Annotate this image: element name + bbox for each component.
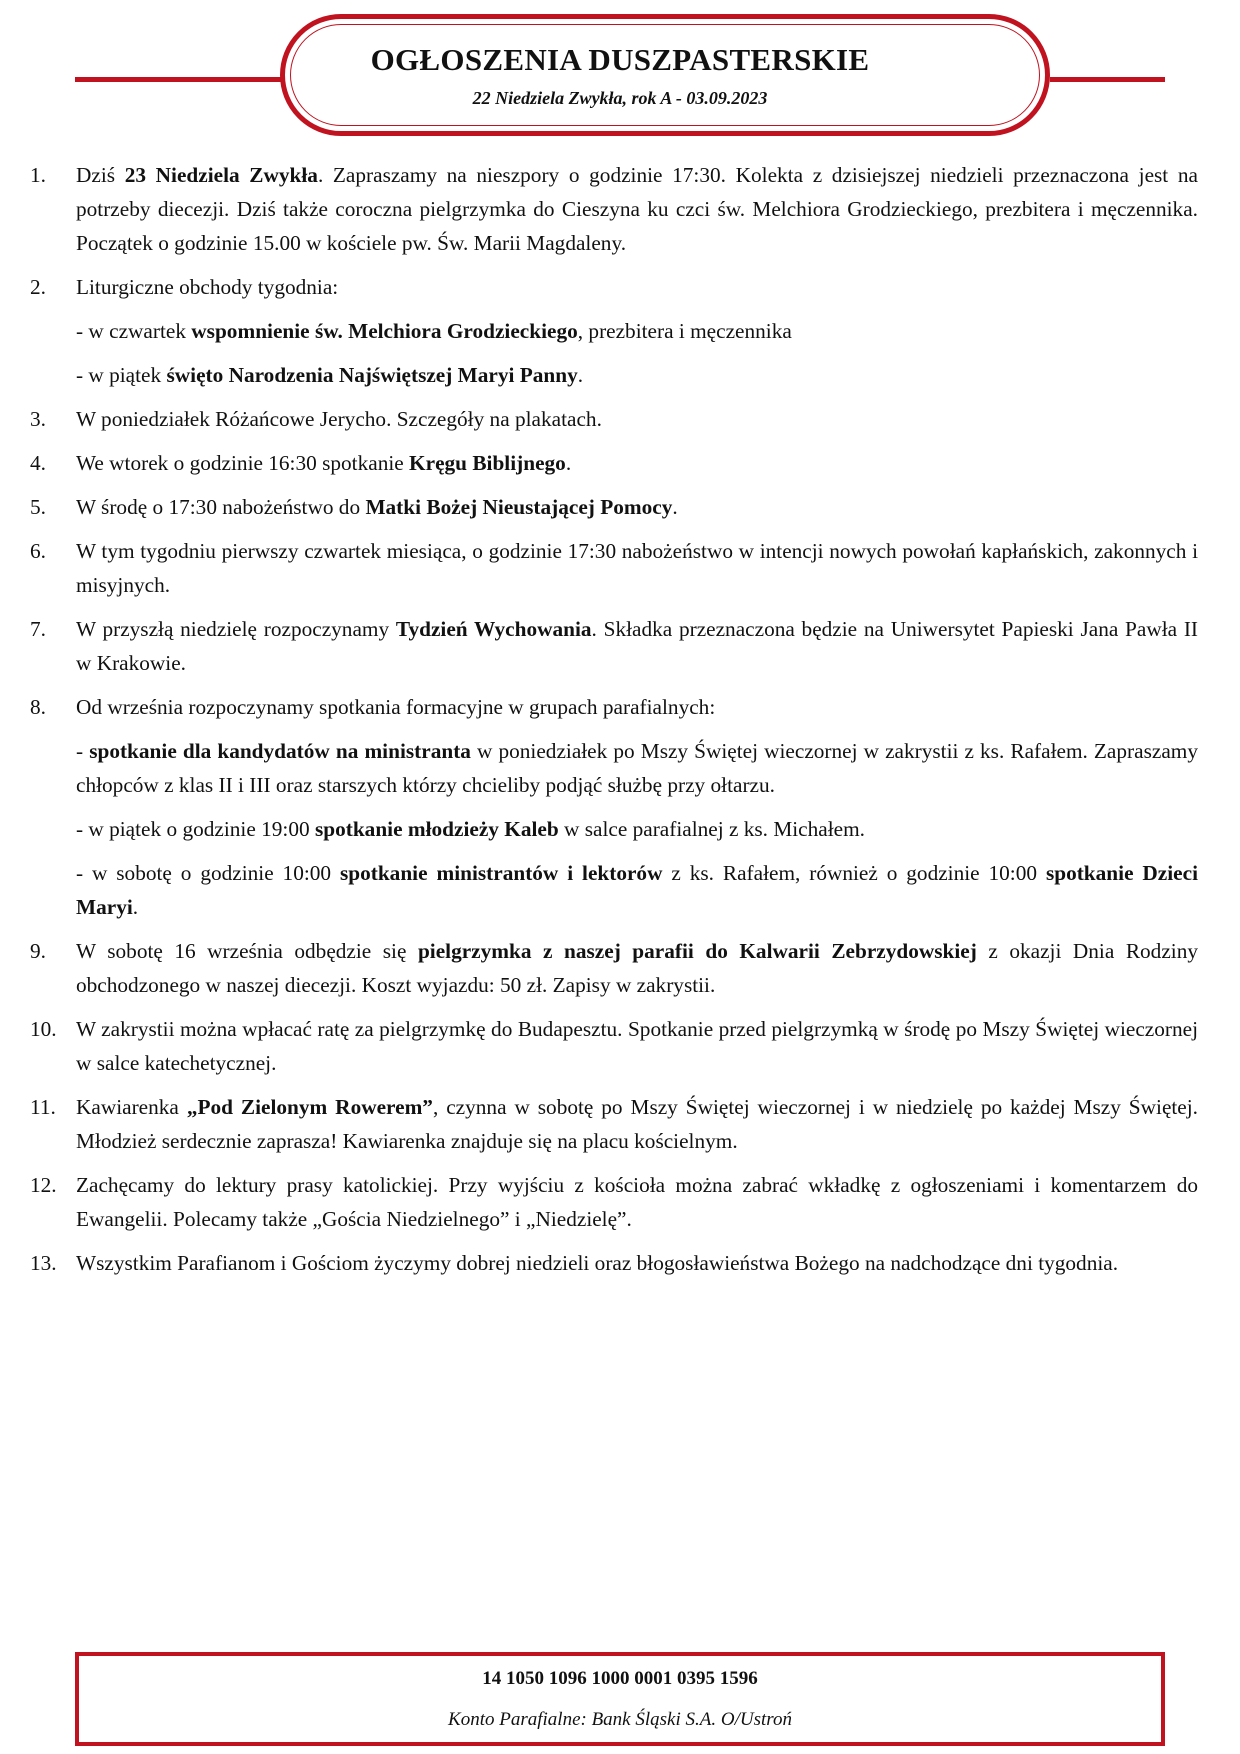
text-run: W tym tygodniu pierwszy czwartek miesiąca, o godzinie 17:30 nabożeństwo w intencji nowych powołań kapłańskich, zakonnych i misyjnych. xyxy=(76,539,1198,597)
item-number: 7. xyxy=(30,617,46,641)
text-run: . xyxy=(565,451,572,475)
text-run: Wszystkim Parafianom i Gościom życzymy dobrej niedzieli oraz błogosławieństwa Bożego na nadchodzące dni tygodnia. xyxy=(76,1251,1119,1275)
announcement-item xyxy=(30,490,1198,524)
text-run: W przyszłą niedzielę rozpoczynamy xyxy=(76,617,396,641)
text-run: , prezbitera i męczennika xyxy=(577,319,792,343)
announcement-subitem xyxy=(30,314,1198,348)
text-run: - w czwartek xyxy=(76,319,192,343)
text-run: . Składka przeznaczona będzie na Uniwersytet Papieski Jana Pawła II w Krakowie. xyxy=(76,617,1199,675)
bold-text: pielgrzymka z naszej parafii do Kalwarii Zebrzydowskiej xyxy=(417,939,977,963)
item-number: 12. xyxy=(30,1173,57,1197)
text-run: W środę o 17:30 nabożeństwo do xyxy=(76,495,366,519)
item-text xyxy=(76,534,1198,602)
item-number: 11. xyxy=(30,1095,56,1119)
item-text xyxy=(76,158,1198,260)
text-run: , czynna w sobotę po Mszy Świętej wieczornej i w niedzielę po każdej Mszy Świętej. Młodzież serdecznie zaprasza! Kawiarenka znajduje się na placu kościelnym. xyxy=(76,1095,1199,1153)
item-text xyxy=(76,446,1198,480)
bank-name: Konto Parafialne: Bank Śląski S.A. O/Ustroń xyxy=(448,1709,792,1730)
subitem-text xyxy=(76,734,1198,802)
text-run: . xyxy=(672,495,678,519)
subitem-text xyxy=(76,812,1198,846)
item-number: 4. xyxy=(30,451,46,475)
announcement-subitem xyxy=(30,734,1198,802)
text-run: - w sobotę o godzinie 10:00 xyxy=(76,861,340,885)
text-run: - xyxy=(76,739,90,763)
bold-text: spotkanie Dzieci Maryi xyxy=(76,861,1198,919)
subitem-text xyxy=(76,358,1198,392)
item-number: 5. xyxy=(30,495,46,519)
announcement-list xyxy=(30,158,1198,1290)
announcement-subitem xyxy=(30,358,1198,392)
item-text xyxy=(76,270,1198,304)
bold-text: święto Narodzenia Najświętszej Maryi Panny xyxy=(166,363,578,387)
bold-text: Kręgu Biblijnego xyxy=(409,451,566,475)
text-run: W sobotę 16 września odbędzie się xyxy=(76,939,418,963)
item-number: 10. xyxy=(30,1017,57,1041)
item-number: 2. xyxy=(30,275,46,299)
page-title: OGŁOSZENIA DUSZPASTERSKIE xyxy=(370,42,870,77)
bold-text: spotkanie dla kandydatów na ministranta xyxy=(89,739,471,763)
item-number: 3. xyxy=(30,407,46,431)
text-run: W poniedziałek Różańcowe Jerycho. Szczegóły na plakatach. xyxy=(76,407,602,431)
text-run: We wtorek o godzinie 16:30 spotkanie xyxy=(76,451,410,475)
text-run: - w piątek xyxy=(76,363,167,387)
bold-text: wspomnienie św. Melchiora Grodzieckiego xyxy=(191,319,578,343)
text-run: Od września rozpoczynamy spotkania formacyjne w grupach parafialnych: xyxy=(76,695,716,719)
bold-text: 23 Niedziela Zwykła xyxy=(124,163,318,187)
announcement-subitem xyxy=(30,812,1198,846)
bold-text: spotkanie ministrantów i lektorów xyxy=(339,861,663,885)
item-text xyxy=(76,1246,1198,1280)
bold-text: Matki Bożej Nieustającej Pomocy xyxy=(365,495,673,519)
text-run: . Zapraszamy na nieszpory o godzinie 17:30. Kolekta z dzisiejszej niedzieli przeznaczona jest na potrzeby diecezji. Dziś także coroczna pielgrzymka do Cieszyna ku czci św. Melchiora Grodzieckiego, prezbitera i męczennika. Początek o godzinie 15.00 w kościele pw. Św. Marii Magdaleny. xyxy=(76,163,1198,255)
text-run: Liturgiczne obchody tygodnia: xyxy=(76,275,339,299)
announcement-item xyxy=(30,1246,1198,1280)
item-text xyxy=(76,490,1198,524)
item-text xyxy=(76,934,1198,1002)
subitem-text xyxy=(76,856,1198,924)
announcement-item xyxy=(30,158,1198,260)
item-number: 13. xyxy=(30,1251,57,1275)
text-run: W zakrystii można wpłacać ratę za pielgrzymkę do Budapesztu. Spotkanie przed pielgrzymką w środę po Mszy Świętej wieczornej w salce katechetycznej. xyxy=(76,1017,1198,1075)
text-run: Dziś xyxy=(76,163,125,187)
item-text xyxy=(76,402,1198,436)
text-run: w salce parafialnej z ks. Michałem. xyxy=(558,817,865,841)
announcement-item xyxy=(30,446,1198,480)
announcement-item xyxy=(30,1168,1198,1236)
bold-text: spotkanie młodzieży Kaleb xyxy=(314,817,559,841)
item-number: 9. xyxy=(30,939,46,963)
bold-text: „Pod Zielonym Rowerem” xyxy=(186,1095,433,1119)
item-text xyxy=(76,1012,1198,1080)
bold-text: Tydzień Wychowania xyxy=(395,617,592,641)
item-number: 1. xyxy=(30,163,46,187)
item-text xyxy=(76,1090,1198,1158)
footer-account-box xyxy=(75,1652,1165,1746)
announcement-item xyxy=(30,690,1198,724)
item-number: 8. xyxy=(30,695,46,719)
item-text xyxy=(76,1168,1198,1236)
bank-account-number: 14 1050 1096 1000 0001 0395 1596 xyxy=(482,1668,758,1689)
announcement-subitem xyxy=(30,856,1198,924)
text-run: w poniedziałek po Mszy Świętej wieczornej w zakrystii z ks. Rafałem. Zapraszamy chłopców z klas II i III oraz starszych którzy chcieliby podjąć służbę przy ołtarzu. xyxy=(76,739,1198,797)
item-text xyxy=(76,690,1198,724)
announcement-item xyxy=(30,612,1198,680)
item-number: 6. xyxy=(30,539,46,563)
text-run: - w piątek o godzinie 19:00 xyxy=(76,817,315,841)
text-run: z okazji Dnia Rodziny obchodzonego w naszej diecezji. Koszt wyjazdu: 50 zł. Zapisy w zakrystii. xyxy=(76,939,1198,997)
announcement-item xyxy=(30,270,1198,304)
announcement-item xyxy=(30,402,1198,436)
text-run: . xyxy=(577,363,584,387)
text-run: . xyxy=(132,895,139,919)
announcement-item xyxy=(30,534,1198,602)
text-run: z ks. Rafałem, również o godzinie 10:00 xyxy=(662,861,1046,885)
text-run: Zachęcamy do lektury prasy katolickiej. Przy wyjściu z kościoła można zabrać wkładkę z ogłoszeniami i komentarzem do Ewangelii. Polecamy także „Gościa Niedzielnego” i „Niedzielę”. xyxy=(76,1173,1198,1231)
text-run: Kawiarenka xyxy=(76,1095,187,1119)
item-text xyxy=(76,612,1198,680)
page-subtitle: 22 Niedziela Zwykła, rok A - 03.09.2023 xyxy=(472,88,768,108)
announcement-item xyxy=(30,934,1198,1002)
announcement-item xyxy=(30,1090,1198,1158)
announcement-item xyxy=(30,1012,1198,1080)
subitem-text xyxy=(76,314,1198,348)
